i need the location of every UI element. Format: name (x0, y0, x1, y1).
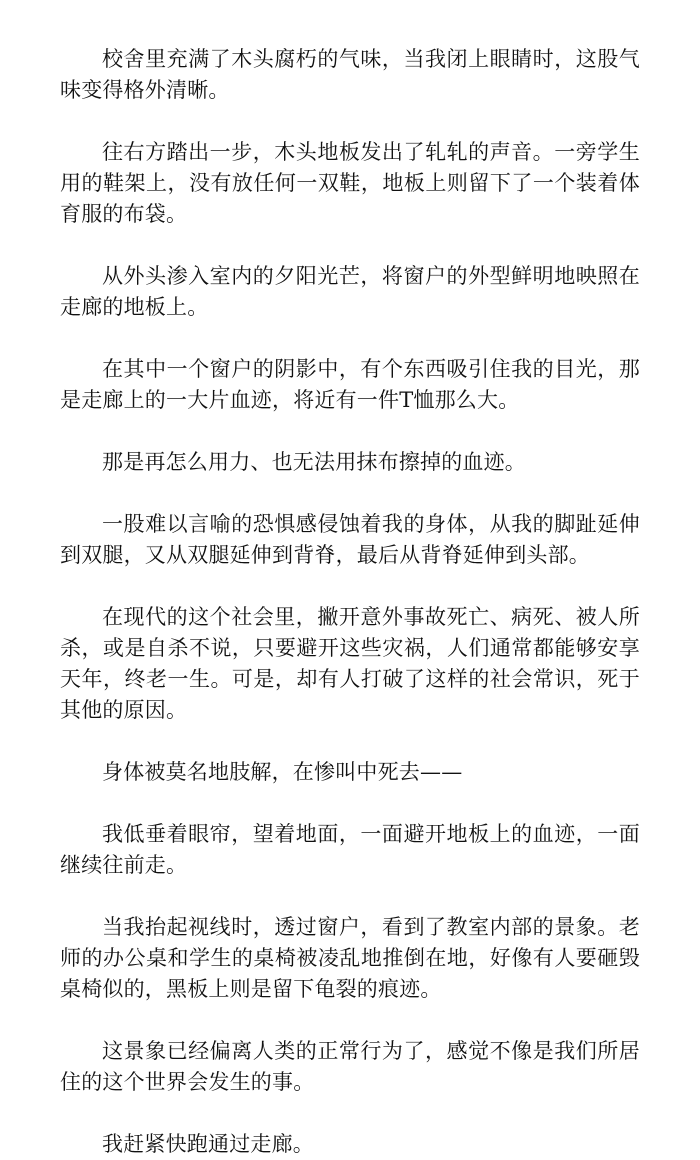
paragraph-7: 在现代的这个社会里，撇开意外事故死亡、病死、被人所杀，或是自杀不说，只要避开这些灾祸，人们通常都能够安享天年，终老一生。可是，却有人打破了这样的社会常识，死于其他的原因。 (60, 605, 640, 722)
paragraph-5: 那是再怎么用力、也无法用抹布擦掉的血迹。 (102, 450, 526, 474)
paragraph-10: 当我抬起视线时，透过窗户，看到了教室内部的景象。老师的办公桌和学生的桌椅被凌乱地推倒在地，好像有人要砸毁桌椅似的，黑板上则是留下龟裂的痕迹。 (60, 915, 640, 1001)
paragraph-6: 一股难以言喻的恐惧感侵蚀着我的身体，从我的脚趾延伸到双腿，又从双腿延伸到背脊，最后从背脊延伸到头部。 (60, 512, 640, 567)
paragraph-12: 我赶紧快跑通过走廊。 (102, 1132, 314, 1156)
paragraph-9: 我低垂着眼帘，望着地面，一面避开地板上的血迹，一面继续往前走。 (60, 822, 640, 877)
paragraph-2: 往右方踏出一步，木头地板发出了轧轧的声音。一旁学生用的鞋架上，没有放任何一双鞋，地板上则留下了一个装着体育服的布袋。 (60, 140, 640, 226)
paragraph-11: 这景象已经偏离人类的正常行为了，感觉不像是我们所居住的这个世界会发生的事。 (60, 1039, 640, 1094)
paragraph-8: 身体被莫名地肢解，在惨叫中死去—— (102, 760, 463, 784)
paragraph-3: 从外头渗入室内的夕阳光芒，将窗户的外型鲜明地映照在走廊的地板上。 (60, 264, 640, 319)
paragraph-1: 校舍里充满了木头腐朽的气味，当我闭上眼睛时，这股气味变得格外清晰。 (60, 47, 640, 102)
paragraph-4: 在其中一个窗户的阴影中，有个东西吸引住我的目光，那是走廊上的一大片血迹，将近有一件T恤那么大。 (60, 357, 640, 412)
